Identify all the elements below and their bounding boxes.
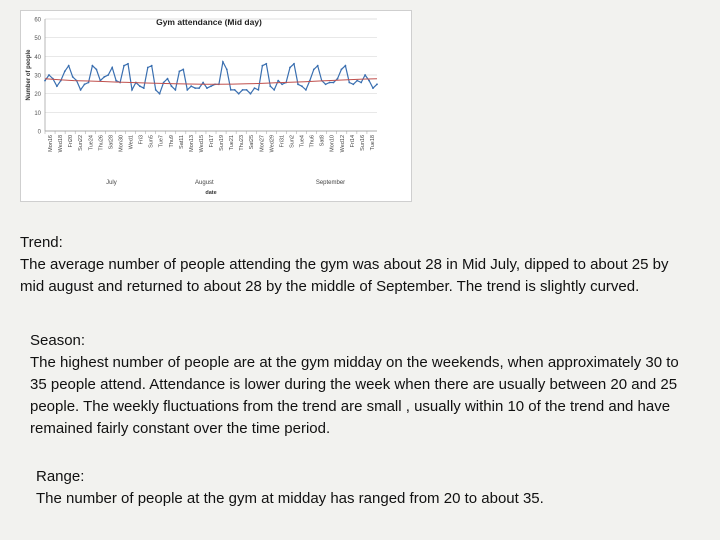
data-point	[198, 87, 200, 89]
x-tick-label: Sat8	[319, 135, 326, 147]
data-point	[194, 87, 196, 89]
range-heading: Range:	[36, 468, 85, 485]
data-point	[372, 87, 374, 89]
range-body: The number of people at the gym at midday has ranged from 20 to about 35.	[36, 490, 544, 507]
data-point	[56, 85, 58, 87]
trend-section	[20, 232, 690, 298]
y-tick-label: 20	[34, 92, 41, 99]
x-tick-label: Tue24	[88, 135, 95, 151]
x-tick-label: Fri14	[349, 135, 356, 148]
data-point	[352, 83, 354, 85]
season-section	[30, 330, 690, 440]
range-section	[36, 466, 696, 510]
data-point	[80, 89, 82, 91]
x-tick-label: Thu26	[98, 135, 105, 151]
x-tick-label: Wed18	[58, 135, 65, 153]
month-label: July	[106, 180, 117, 186]
chart-svg	[21, 11, 411, 201]
data-point	[317, 65, 319, 67]
x-tick-label: Sun2	[289, 135, 296, 148]
x-tick-label: Tue7	[158, 135, 165, 148]
data-point	[167, 78, 169, 80]
data-point	[238, 93, 240, 95]
month-label: September	[315, 180, 346, 186]
data-point	[182, 69, 184, 71]
data-point	[341, 69, 343, 71]
data-point	[179, 70, 181, 72]
data-point	[123, 65, 125, 67]
y-tick-label: 10	[34, 110, 41, 117]
data-point	[190, 85, 192, 87]
data-point	[88, 82, 90, 84]
data-point	[92, 65, 94, 67]
data-point	[151, 65, 153, 67]
season-heading: Season:	[30, 332, 86, 349]
x-tick-label: Tue18	[369, 135, 376, 151]
x-tick-label: Tue21	[229, 135, 236, 151]
data-point	[64, 70, 66, 72]
x-tick-label: Mon16	[48, 135, 55, 152]
season-body: The highest number of people are at the gym midday on the weekends, when approximately 30 to 35 people attend. Attendance is lower during the week when there are usually between 20 and 25 people. The weekly fluctuations from the trend are small , usually within 10 of the trend and have remained fairly constant over the time period.	[30, 354, 679, 437]
data-point	[246, 89, 248, 91]
data-point	[242, 89, 244, 91]
trend-body: The average number of people attending the gym was about 28 in Mid July, dipped to about 25 by mid august and returned to about 28 by the middle of September. The trend is slightly curved.	[20, 256, 669, 295]
x-tick-label: Mon30	[118, 135, 125, 152]
x-tick-label: Sat25	[249, 135, 256, 150]
data-point	[127, 63, 129, 65]
data-point	[202, 82, 204, 84]
y-tick-label: 40	[34, 54, 41, 61]
data-point	[139, 85, 141, 87]
x-tick-label: Thu9	[168, 135, 175, 148]
data-point	[293, 63, 295, 65]
data-point	[356, 80, 358, 82]
data-point	[305, 89, 307, 91]
data-point	[222, 61, 224, 63]
x-tick-label: Fri3	[138, 135, 145, 145]
data-point	[364, 74, 366, 76]
y-tick-label: 30	[34, 73, 41, 80]
data-point	[48, 74, 50, 76]
data-point	[84, 83, 86, 85]
data-point	[131, 89, 133, 91]
data-point	[277, 80, 279, 82]
y-axis-label: Number of people	[26, 49, 32, 101]
x-tick-label: Fri31	[279, 135, 286, 148]
data-point	[297, 83, 299, 85]
data-point	[103, 76, 105, 78]
data-point	[155, 89, 157, 91]
chart-title: Gym attendance (Mid day)	[156, 17, 262, 27]
data-point	[273, 89, 275, 91]
x-tick-label: Fri20	[68, 135, 75, 148]
data-point	[337, 78, 339, 80]
data-point	[333, 82, 335, 84]
data-point	[345, 65, 347, 67]
x-tick-label: Mon10	[329, 135, 336, 152]
x-tick-label: Wed1	[128, 135, 135, 150]
data-point	[175, 89, 177, 91]
data-point	[44, 80, 46, 82]
data-point	[269, 85, 271, 87]
data-point	[111, 67, 113, 69]
data-point	[115, 80, 117, 82]
data-point	[313, 69, 315, 71]
x-tick-label: Mon27	[259, 135, 266, 152]
x-tick-label: Sat11	[178, 135, 185, 149]
x-tick-label: Wed12	[339, 135, 346, 153]
data-point	[325, 83, 327, 85]
y-tick-label: 50	[34, 36, 41, 43]
data-point	[230, 89, 232, 91]
x-tick-label: Sun19	[219, 135, 226, 151]
data-point	[258, 89, 260, 91]
x-tick-label: Wed15	[198, 135, 205, 153]
x-tick-label: Mon13	[188, 135, 195, 152]
data-point	[68, 65, 70, 67]
data-point	[254, 87, 256, 89]
x-tick-label: Sun5	[148, 135, 155, 148]
data-point	[234, 89, 236, 91]
data-point	[226, 69, 228, 71]
attendance-chart	[20, 10, 412, 202]
data-point	[376, 83, 378, 85]
data-point	[171, 85, 173, 87]
x-tick-label: Fri17	[209, 135, 215, 148]
data-point	[262, 65, 264, 67]
x-tick-label: Sat28	[108, 135, 115, 150]
x-tick-label: Thu6	[309, 135, 316, 148]
data-point	[289, 67, 291, 69]
data-point	[210, 85, 212, 87]
data-point	[186, 89, 188, 91]
attendance-line	[45, 62, 377, 94]
data-point	[329, 82, 331, 84]
x-tick-label: Sun16	[359, 135, 366, 151]
data-point	[360, 82, 362, 84]
trend-heading: Trend:	[20, 234, 63, 251]
x-tick-label: Wed29	[269, 135, 276, 153]
month-label: August	[195, 180, 214, 186]
data-point	[143, 87, 145, 89]
y-tick-label: 60	[34, 17, 41, 24]
y-tick-label: 0	[37, 129, 41, 136]
data-point	[147, 67, 149, 69]
data-point	[159, 93, 161, 95]
x-tick-label: Tue4	[299, 135, 306, 148]
x-tick-label: Sun22	[78, 135, 85, 151]
data-point	[206, 87, 208, 89]
data-point	[96, 69, 98, 71]
x-axis-label: date	[205, 190, 217, 196]
data-point	[250, 93, 252, 95]
data-point	[348, 82, 350, 84]
data-point	[265, 63, 267, 65]
data-point	[281, 83, 283, 85]
data-point	[107, 74, 109, 76]
x-tick-label: Thu23	[239, 135, 246, 151]
data-point	[72, 76, 74, 78]
data-point	[301, 85, 303, 87]
data-point	[368, 80, 370, 82]
